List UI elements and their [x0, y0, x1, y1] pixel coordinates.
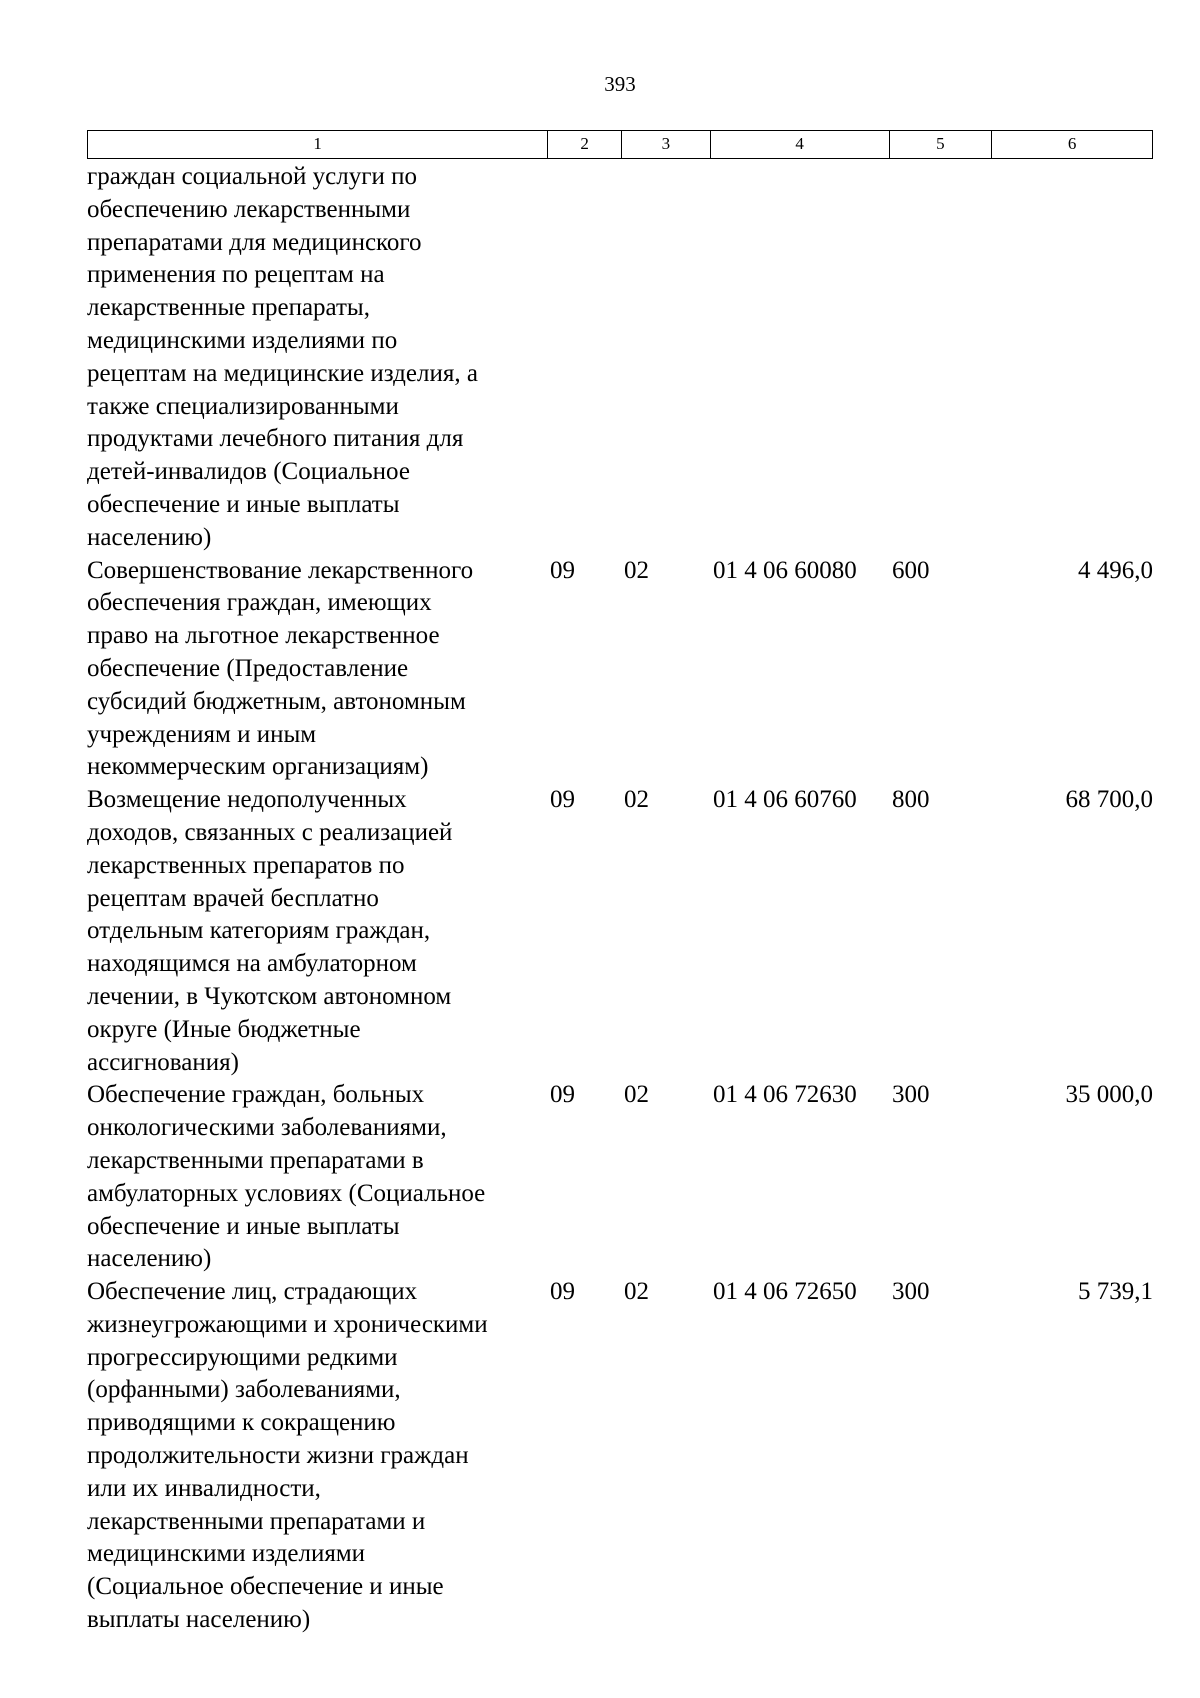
row-target-item: 01 4 06 72650 [713, 1278, 857, 1306]
row-expense-type: 600 [892, 556, 930, 584]
row-amount [993, 161, 1153, 555]
header-col-3: 3 [622, 131, 711, 158]
table-body [87, 161, 1153, 1637]
row-description: Обеспечение граждан, больных онкологическими заболеваниями, лекарственными препаратами в амбулаторных условиях (Социальное обеспечение и иные выплаты населению) [87, 1081, 486, 1273]
row-description: граждан социальной услуги по обеспечению лекарственными препаратами для медицинского применения по рецептам на лекарственные препараты, медицинскими изделиями по рецептам на медицинские изделия, а также специализированными продуктами лечебного питания для детей-инвалидов (Социальное обеспечение и иные выплаты населению) [87, 163, 478, 551]
row-target-item: 01 4 06 72630 [713, 1081, 857, 1109]
row-amount: 35 000,0 [1065, 1081, 1153, 1109]
row-section [548, 161, 622, 555]
row-description: Совершенствование лекарственного обеспечения граждан, имеющих право на льготное лекарственное обеспечение (Предоставление субсидий бюджетным, автономным учреждениям и иным некоммерческим организациям) [87, 556, 474, 781]
row-target-item: 01 4 06 60080 [713, 556, 857, 584]
row-amount: 4 496,0 [1078, 556, 1153, 584]
table-row [87, 1276, 1153, 1637]
row-amount: 5 739,1 [1078, 1278, 1153, 1306]
header-col-4: 4 [711, 131, 890, 158]
table-row [87, 784, 1153, 1079]
row-description: Обеспечение лиц, страдающих жизнеугрожающими и хроническими прогрессирующими редкими (орфанными) заболеваниями, приводящими к сокращению продолжительности жизни граждан или их инвалидности, лекарственными препаратами и медицинскими изделиями (Социальное обеспечение и иные выплаты населению) [87, 1278, 488, 1634]
row-subsection [622, 161, 711, 555]
row-expense-type: 800 [892, 786, 930, 814]
row-section: 09 [550, 1278, 575, 1306]
row-subsection: 02 [624, 556, 649, 584]
header-col-5: 5 [890, 131, 993, 158]
row-target-item: 01 4 06 60760 [713, 786, 857, 814]
table-row [87, 161, 1153, 555]
row-amount: 68 700,0 [1065, 786, 1153, 814]
table-header [87, 130, 1153, 159]
page-number: 393 [604, 72, 636, 96]
row-expense-type: 300 [892, 1278, 930, 1306]
row-subsection: 02 [624, 1278, 649, 1306]
row-expense-type [890, 161, 993, 555]
row-expense-type: 300 [892, 1081, 930, 1109]
table-row [87, 1079, 1153, 1276]
header-col-2: 2 [548, 131, 622, 158]
header-col-6: 6 [1067, 134, 1077, 153]
header-col-1: 1 [88, 131, 548, 158]
row-section: 09 [550, 786, 575, 814]
row-section: 09 [550, 556, 575, 584]
row-section: 09 [550, 1081, 575, 1109]
row-subsection: 02 [624, 786, 649, 814]
row-subsection: 02 [624, 1081, 649, 1109]
table-row [87, 555, 1153, 785]
row-target-item [711, 161, 890, 555]
row-description: Возмещение недополученных доходов, связанных с реализацией лекарственных препаратов по рецептам врачей бесплатно отдельным категориям граждан, находящимся на амбулаторном лечении, в Чукотском автономном округе (Иные бюджетные ассигнования) [87, 786, 453, 1076]
